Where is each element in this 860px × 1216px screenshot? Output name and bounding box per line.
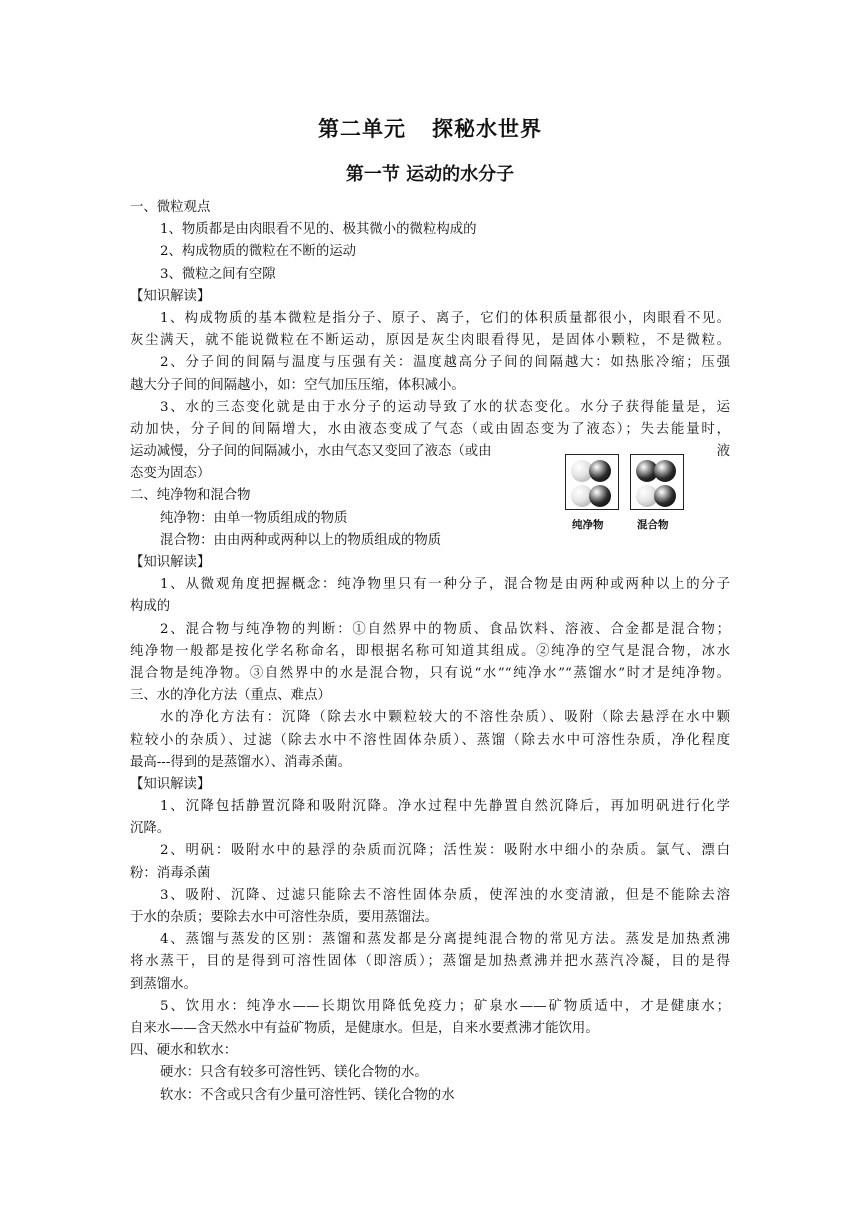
text-line: 2、明矾：吸附水中的悬浮的杂质而沉降；活性炭：吸附水中细小的杂质。氯气、漂白	[160, 843, 730, 859]
text-line: 2、构成物质的微粒在不断的运动	[160, 244, 356, 260]
knowledge-label: 【知识解读】	[130, 555, 211, 570]
text-segment: 运动减慢，分子间的间隔减小，水由气态又变回了液态（或由	[130, 444, 492, 460]
text-line: 3、水的三态变化就是由于水分子的运动导致了水的状态变化。水分子获得能量是，运	[160, 399, 730, 415]
text-line: 最高---得到的是蒸馏水）、消毒杀菌。	[130, 754, 352, 770]
text-line: 软水：不含或只含有少量可溶性钙、镁化合物的水	[160, 1087, 455, 1103]
black-molecule-ball	[589, 485, 611, 507]
knowledge-label: 【知识解读】	[130, 776, 211, 792]
text-line: 越大分子间的间隔越小，如：空气加压压缩，体积减小。	[130, 377, 465, 393]
text-line: 到蒸馏水。	[130, 976, 197, 992]
text-line: 4、蒸馏与蒸发的区别：蒸馏和蒸发都是分离提纯混合物的常见方法。蒸发是加热煮沸	[160, 932, 730, 948]
text-line: 2、分子间的间隔与温度与压强有关：温度越高分子间的间隔越大：如热胀冷缩；压强	[160, 355, 730, 371]
section-title: 第一节 运动的水分子	[345, 164, 515, 185]
text-line: 于水的杂质；要除去水中可溶性杂质，要用蒸馏法。	[130, 910, 438, 925]
text-line: 自来水——含天然水中有益矿物质，是健康水。但是，自来水要煮沸才能饮用。	[130, 1020, 599, 1036]
mixture-label: 混合物	[637, 519, 669, 531]
pure-substance-label: 纯净物	[572, 519, 604, 531]
text-segment: 液	[716, 444, 730, 460]
text-line: 纯净物一般都是按化学名称命名，即根据名称可知道其组成。②纯净的空气是混合物，冰水	[130, 643, 730, 659]
text-line: 将水蒸干，目的是得到可溶性固体（即溶质）；蒸馏是加热煮沸并把水蒸汽冷凝，目的是得	[130, 954, 730, 970]
text-line: 沉降。	[130, 821, 171, 837]
text-line: 3、吸附、沉降、过滤只能除去不溶性固体杂质，使浑浊的水变清澈，但是不能除去溶	[160, 887, 730, 903]
text-line: 动加快，分子间的间隔增大，水由液态变成了气态（或由固态变为了液态）；失去能量时，	[130, 421, 730, 437]
heading-particles: 一、微粒观点	[130, 200, 211, 215]
heading-purification: 三、水的净化方法（重点、难点）	[130, 688, 331, 704]
unit-number: 第二单元	[318, 117, 406, 141]
black-molecule-ball	[654, 485, 676, 507]
heading-hard-soft-water: 四、硬水和软水：	[130, 1043, 238, 1059]
text-line: 1、物质都是由肉眼看不见的、极其微小的微粒构成的	[160, 222, 477, 238]
text-line: 灰尘满天，就不能说微粒在不断运动，原因是灰尘肉眼看得见，是固体小颗粒，不是微粒。	[130, 333, 730, 349]
document-body	[130, 197, 730, 1107]
knowledge-label: 【知识解读】	[130, 288, 211, 304]
text-line: 水的净化方法有：沉降（除去水中颗粒较大的不溶性杂质）、吸附（除去悬浮在水中颗	[160, 710, 730, 726]
unit-name: 探秘水世界	[432, 117, 542, 141]
text-line: 粉：消毒杀菌	[130, 865, 211, 881]
text-line: 态变为固态）	[130, 466, 211, 482]
molecule-figure	[562, 454, 684, 536]
text-line: 1、从微观角度把握概念：纯净物里只有一种分子，混合物是由两种或两种以上的分子	[160, 577, 730, 593]
text-line: 构成的	[130, 599, 171, 615]
text-line: 1、构成物质的基本微粒是指分子、原子、离子，它们的体积质量都很小，肉眼看不见。	[160, 310, 730, 326]
text-line: 3、微粒之间有空隙	[160, 266, 276, 282]
text-line: 2、混合物与纯净物的判断：①自然界中的物质、食品饮料、溶液、合金都是混合物；	[160, 621, 730, 637]
unit-title	[0, 113, 860, 143]
heading-pure-mixture: 二、纯净物和混合物	[130, 488, 251, 504]
mixture-box	[630, 454, 684, 510]
text-line: 混合物是纯净物。③自然界中的水是混合物，只有说“水”“纯净水”“蒸馏水”时才是纯净物。	[130, 665, 730, 681]
black-molecule-ball	[654, 460, 676, 482]
text-line: 5、饮用水：纯净水——长期饮用降低免疫力；矿泉水——矿物质适中，才是健康水；	[160, 998, 730, 1014]
text-line: 硬水：只含有较多可溶性钙、镁化合物的水。	[160, 1065, 428, 1081]
pure-substance-box	[565, 454, 619, 510]
black-molecule-ball	[589, 460, 611, 482]
text-line: 粒较小的杂质）、过滤（除去水中不溶性固体杂质）、蒸馏（除去水中可溶性杂质，净化程度	[130, 732, 730, 748]
text-line: 1、沉降包括静置沉降和吸附沉降。净水过程中先静置自然沉降后，再加明矾进行化学	[160, 799, 730, 815]
text-line: 混合物：由由两种或两种以上的物质组成的物质	[160, 532, 442, 548]
text-line: 纯净物：由单一物质组成的物质	[160, 510, 348, 526]
